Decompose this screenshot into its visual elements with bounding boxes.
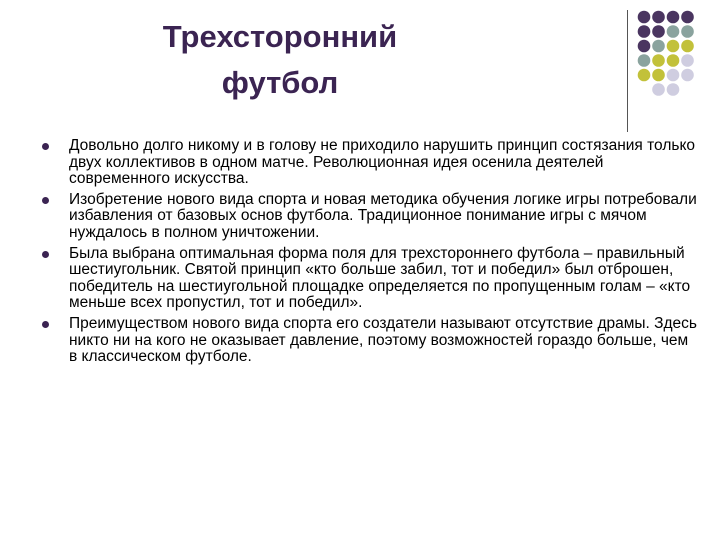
bullet-item [40, 138, 700, 188]
bullet-text: Преимуществом нового вида спорта его создатели называют отсутствие драмы. Здесь никто ни на кого не оказывает давление, поэтому возможностей гораздо больше, чем в классическом футболе. [69, 314, 697, 366]
decor-dot [652, 69, 665, 82]
decor-dot [681, 40, 694, 53]
decor-dot [681, 69, 694, 82]
decor-dot [667, 11, 680, 24]
title-line-1: Трехсторонний [162, 19, 398, 54]
decor-dot [652, 40, 665, 53]
vertical-divider [627, 10, 628, 132]
decor-dot [652, 83, 665, 96]
decor-dot [638, 40, 651, 53]
title-line-2: футбол [221, 65, 339, 100]
decor-dot [638, 25, 651, 38]
decor-dot [652, 11, 665, 24]
bullet-dot-icon [42, 321, 49, 328]
decor-dot [667, 69, 680, 82]
bullet-dot-icon [42, 197, 49, 204]
bullet-item [40, 246, 700, 312]
bullet-item [40, 316, 700, 366]
decor-dot [667, 25, 680, 38]
bullet-text: Довольно долго никому и в голову не приходило нарушить принцип состязания только двух коллективов в одном матче. Революционная идея осенила деятелей современного искусства. [69, 137, 696, 188]
decor-dot [667, 83, 680, 96]
decor-dot [638, 54, 651, 67]
decor-dot [667, 40, 680, 53]
bullet-text: Изобретение нового вида спорта и новая методика обучения логике игры потребовали избавления от базовых основ футбола. Традиционное понимание игры с мячом нуждалось в полном уничтожении. [69, 190, 697, 241]
decor-dot [652, 25, 665, 38]
bullet-dot-icon [42, 143, 49, 150]
decor-dot [681, 54, 694, 67]
bullet-list [40, 138, 700, 370]
decor-dot [652, 54, 665, 67]
decor-dot [667, 54, 680, 67]
bullet-dot-icon [42, 251, 49, 258]
bullet-text: Была выбрана оптимальная форма поля для трехстороннего футбола – правильный шестиугольник. Святой принцип «кто больше забил, тот и победил» был отброшен, победитель на шестиугольной площадке определяется по пропущенным голам – «кто меньше всех пропустил, тот и победил». [69, 244, 691, 312]
decor-dot [681, 11, 694, 24]
decor-dot [681, 25, 694, 38]
decor-dot [638, 11, 651, 24]
decor-dot [638, 69, 651, 82]
bullet-item [40, 192, 700, 242]
slide-title [110, 14, 450, 106]
